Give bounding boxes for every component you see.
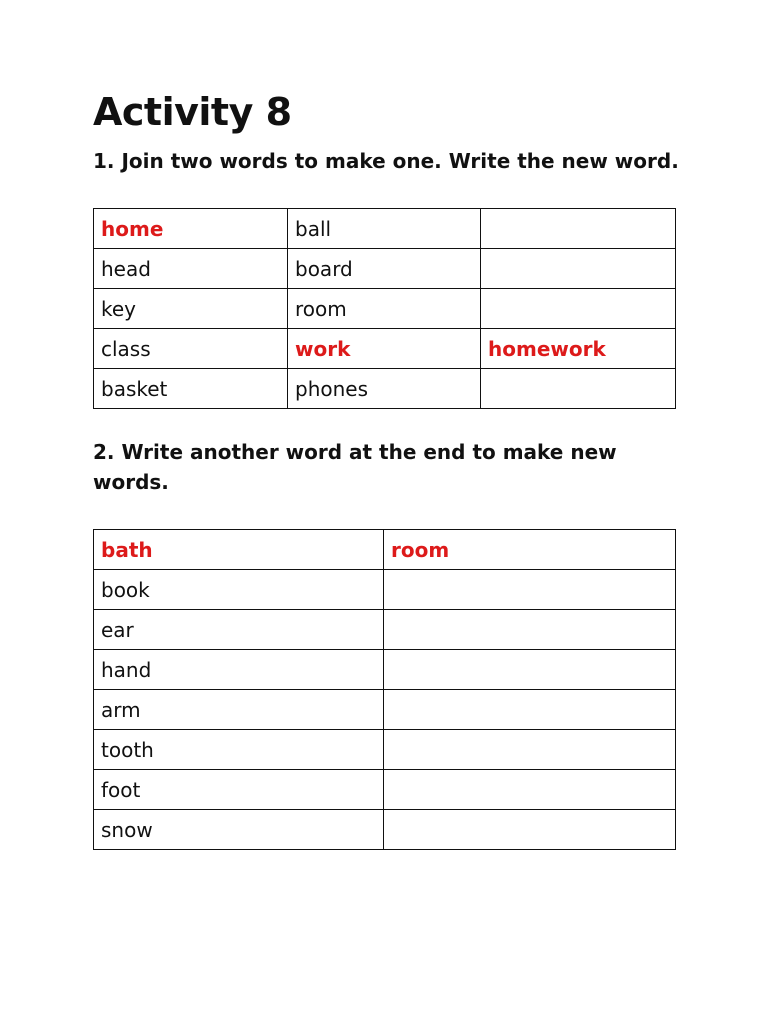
base-word-cell: snow [94,810,384,850]
first-word-cell: basket [94,369,288,409]
table-row [94,770,676,810]
second-word-cell: phones [288,369,481,409]
table-row [94,530,676,570]
add-word-table [93,529,676,850]
first-word-cell: home [94,209,288,249]
table-row [94,570,676,610]
new-word-cell[interactable]: homework [481,329,676,369]
base-word-cell: foot [94,770,384,810]
table-row [94,329,676,369]
answer-cell[interactable]: room [384,530,676,570]
new-word-cell[interactable] [481,369,676,409]
base-word-cell: book [94,570,384,610]
base-word-cell: bath [94,530,384,570]
page-title: Activity 8 [93,90,292,134]
second-word-cell: work [288,329,481,369]
first-word-cell: class [94,329,288,369]
answer-cell[interactable] [384,730,676,770]
table-row [94,610,676,650]
table-row [94,209,676,249]
answer-cell[interactable] [384,690,676,730]
first-word-cell: key [94,289,288,329]
table-row [94,650,676,690]
table-row [94,690,676,730]
instruction-2: 2. Write another word at the end to make new words. [93,440,617,494]
new-word-cell[interactable] [481,249,676,289]
table-row [94,369,676,409]
instruction-1: 1. Join two words to make one. Write the new word. [93,149,679,173]
answer-cell[interactable] [384,770,676,810]
answer-cell[interactable] [384,810,676,850]
table-row [94,730,676,770]
table-row [94,289,676,329]
join-words-table [93,208,676,409]
answer-cell[interactable] [384,610,676,650]
second-word-cell: room [288,289,481,329]
second-word-cell: ball [288,209,481,249]
new-word-cell[interactable] [481,209,676,249]
table-row [94,249,676,289]
first-word-cell: head [94,249,288,289]
answer-cell[interactable] [384,570,676,610]
base-word-cell: tooth [94,730,384,770]
second-word-cell: board [288,249,481,289]
new-word-cell[interactable] [481,289,676,329]
base-word-cell: arm [94,690,384,730]
base-word-cell: hand [94,650,384,690]
base-word-cell: ear [94,610,384,650]
answer-cell[interactable] [384,650,676,690]
table-row [94,810,676,850]
